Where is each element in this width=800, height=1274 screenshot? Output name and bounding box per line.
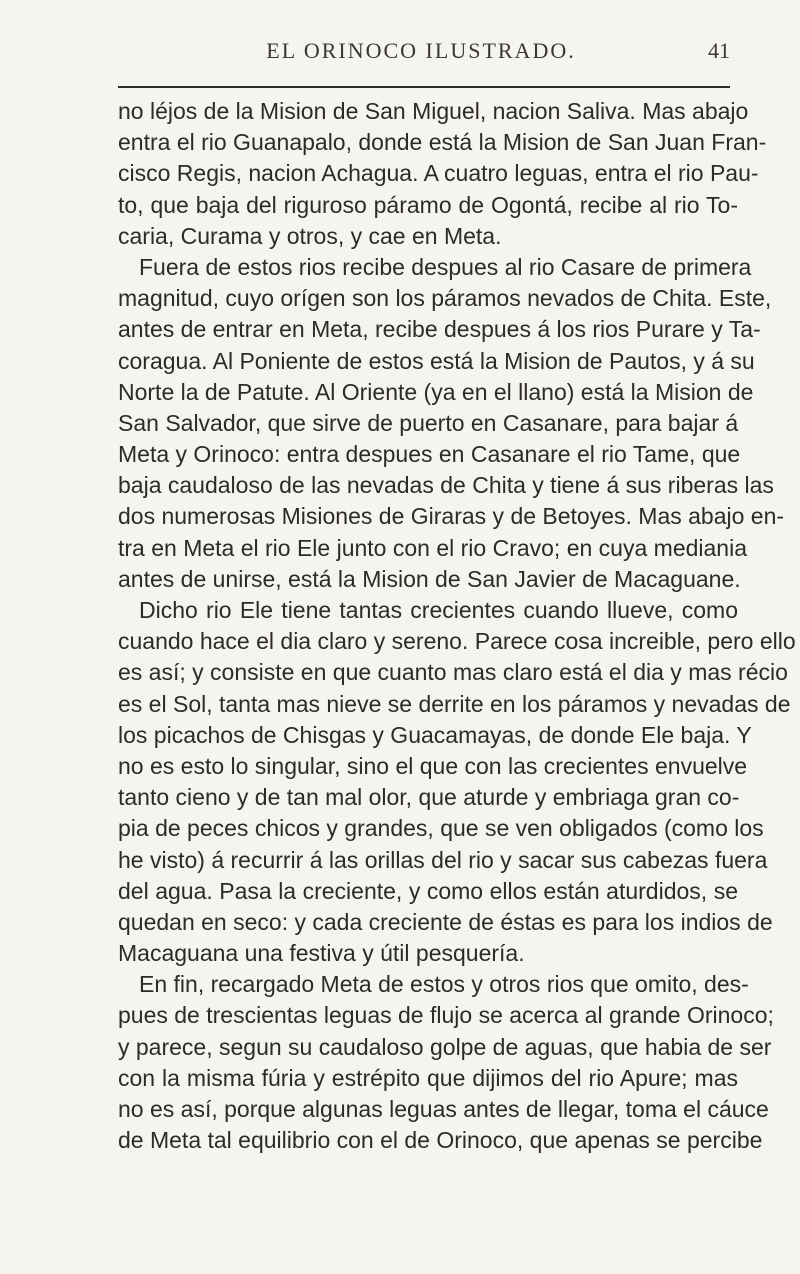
- text-line: Fuera de estos rios recibe despues al rio Casare de primera: [139, 253, 752, 280]
- text-line: cuando hace el dia claro y sereno. Parece cosa increible, pero ello: [118, 628, 796, 655]
- running-header: [112, 38, 730, 68]
- text-line: Meta y Orinoco: entra despues en Casanare el rio Tame, que: [118, 441, 741, 468]
- text-line: pues de trescientas leguas de flujo se acerca al grande Orinoco;: [118, 1002, 774, 1029]
- page-number: 41: [708, 38, 730, 63]
- text-line: entra el rio Guanapalo, donde está la Mision de San Juan Fran-: [118, 129, 767, 156]
- text-line: es el Sol, tanta mas nieve se derrite en los páramos y nevadas de: [118, 690, 791, 717]
- text-line: Dicho rio Ele tiene tantas crecientes cuando llueve, como: [139, 597, 738, 623]
- text-line: baja caudaloso de las nevadas de Chita y tiene á sus riberas las: [118, 472, 774, 499]
- text-line: cisco Regis, nacion Achagua. A cuatro leguas, entra el rio Pau-: [118, 160, 759, 187]
- text-line: Macaguana una festiva y útil pesquería.: [118, 940, 525, 967]
- text-line: coragua. Al Poniente de estos está la Mision de Pautos, y á su: [118, 347, 755, 374]
- text-line: antes de entrar en Meta, recibe despues á los rios Purare y Ta-: [118, 316, 761, 343]
- text-line: En fin, recargado Meta de estos y otros rios que omito, des-: [139, 971, 749, 998]
- text-line: he visto) á recurrir á las orillas del rio y sacar sus cabezas fuera: [118, 846, 768, 873]
- text-line: caria, Curama y otros, y cae en Meta.: [118, 222, 502, 249]
- text-line: tra en Meta el rio Ele junto con el rio Cravo; en cuya mediania: [118, 534, 747, 561]
- body-text: [118, 96, 796, 1156]
- text-line: to, que baja del riguroso páramo de Ogontá, recibe al rio To-: [118, 191, 738, 218]
- text-line: magnitud, cuyo orígen son los páramos nevados de Chita. Este,: [118, 285, 772, 312]
- text-line: no es esto lo singular, sino el que con las crecientes envuelve: [118, 752, 748, 779]
- text-line: San Salvador, que sirve de puerto en Casanare, para bajar á: [118, 409, 739, 436]
- text-line: de Meta tal equilibrio con el de Orinoco, que apenas se percibe: [118, 1127, 763, 1154]
- text-line: con la misma fúria y estrépito que dijimos del rio Apure; mas: [118, 1064, 738, 1091]
- text-line: y parece, segun su caudaloso golpe de aguas, que habia de ser: [118, 1033, 772, 1060]
- text-line: del agua. Pasa la creciente, y como ellos están aturdidos, se: [118, 877, 738, 904]
- text-line: no es así, porque algunas leguas antes de llegar, toma el cáuce: [118, 1096, 769, 1122]
- text-line: no léjos de la Mision de San Miguel, nacion Saliva. Mas abajo: [118, 98, 749, 124]
- running-title: EL ORINOCO ILUSTRADO.: [266, 38, 576, 63]
- text-line: Norte la de Patute. Al Oriente (ya en el llano) está la Mision de: [118, 378, 754, 405]
- header-rule: [118, 86, 730, 88]
- text-line: antes de unirse, está la Mision de San Javier de Macaguane.: [118, 565, 741, 592]
- text-line: los picachos de Chisgas y Guacamayas, de donde Ele baja. Y: [118, 721, 752, 748]
- text-line: es así; y consiste en que cuanto mas claro está el dia y mas récio: [118, 659, 788, 686]
- text-line: tanto cieno y de tan mal olor, que aturde y embriaga gran co-: [118, 784, 740, 811]
- text-line: quedan en seco: y cada creciente de éstas es para los indios de: [118, 908, 773, 935]
- text-line: dos numerosas Misiones de Giraras y de Betoyes. Mas abajo en-: [118, 503, 785, 530]
- text-line: pia de peces chicos y grandes, que se ven obligados (como los: [118, 815, 764, 842]
